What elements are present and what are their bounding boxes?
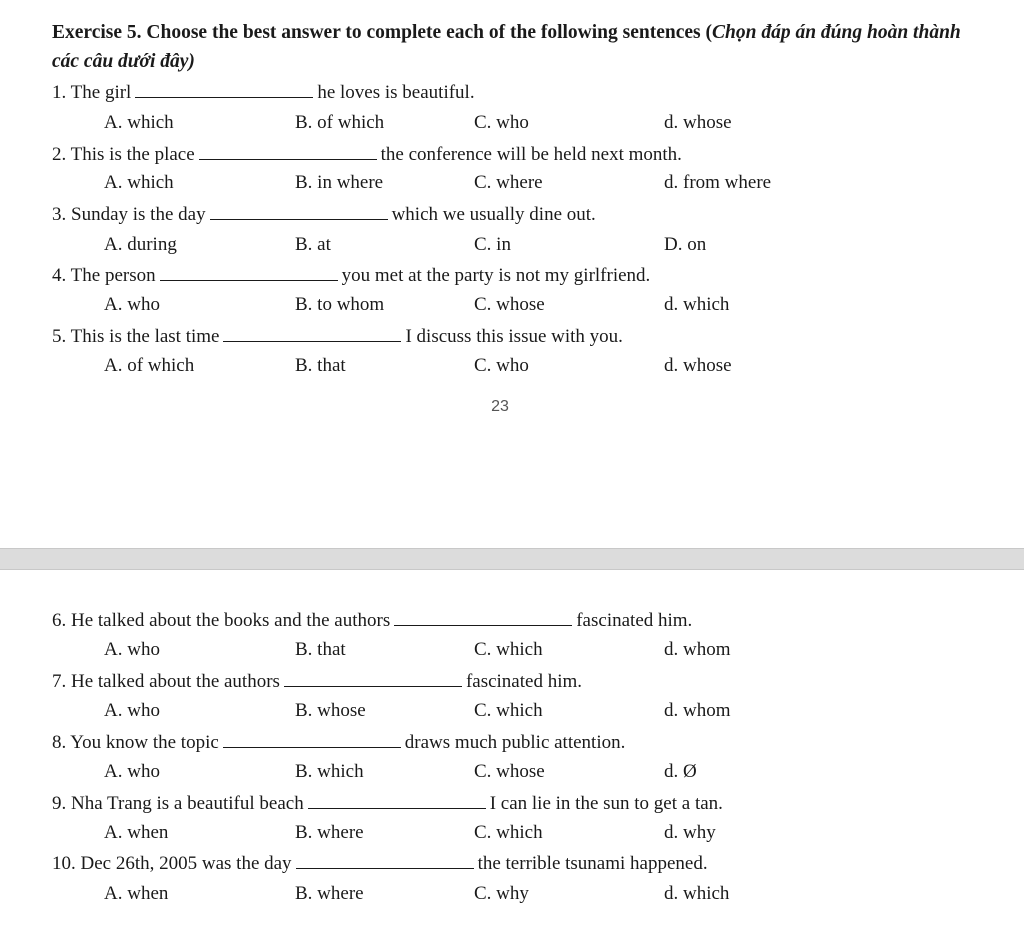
question-9-text-after: I can lie in the sun to get a tan.	[489, 793, 723, 814]
question-2-option-d: d. from where	[664, 172, 772, 193]
question-6-option-b: B. that	[295, 639, 346, 660]
answer-blank	[199, 142, 377, 160]
question-1-option-d: d. whose	[664, 112, 732, 133]
question-3-option-b: B. at	[295, 234, 331, 255]
answer-blank	[284, 669, 462, 687]
exercise-heading-text: Exercise 5. Choose the best answer to complete each of the following sentences (	[52, 22, 713, 43]
question-4-text-after: you met at the party is not my girlfriend.	[341, 265, 651, 286]
answer-blank	[308, 791, 486, 809]
page-separator	[0, 548, 1024, 570]
question-8-text-before: 8. You know the topic	[52, 732, 219, 753]
question-6-option-a: A. who	[104, 639, 160, 660]
question-5-option-c: C. who	[474, 355, 529, 376]
question-10-text-after: the terrible tsunami happened.	[477, 853, 708, 874]
question-9-option-d: d. why	[664, 822, 716, 843]
question-10-option-c: C. why	[474, 883, 529, 904]
question-4-text-before: 4. The person	[52, 265, 156, 286]
question-1-text-after: he loves is beautiful.	[317, 82, 475, 103]
question-6-option-c: C. which	[474, 639, 543, 660]
question-3-option-d: D. on	[664, 234, 707, 255]
question-1-text-before: 1. The girl	[52, 82, 132, 103]
question-6-text-after: fascinated him.	[576, 610, 693, 631]
question-5-text-before: 5. This is the last time	[52, 326, 220, 347]
question-7-option-a: A. who	[104, 700, 160, 721]
answer-blank	[135, 80, 313, 98]
question-8-option-c: C. whose	[474, 761, 545, 782]
question-2-option-b: B. in where	[295, 172, 384, 193]
question-3-option-c: C. in	[474, 234, 511, 255]
question-4-option-b: B. to whom	[295, 294, 385, 315]
answer-blank	[223, 730, 401, 748]
question-2-text-after: the conference will be held next month.	[380, 144, 682, 165]
question-5-text-after: I discuss this issue with you.	[405, 326, 623, 347]
answer-blank	[210, 202, 388, 220]
question-10	[52, 851, 708, 876]
question-8-text-after: draws much public attention.	[404, 732, 626, 753]
question-2	[52, 142, 682, 167]
exercise-heading-vietnamese: Chọn đáp án đúng hoàn thành các câu dưới đây)	[52, 22, 961, 72]
answer-blank	[223, 324, 401, 342]
question-6-text-before: 6. He talked about the books and the authors	[52, 610, 391, 631]
question-3-text-before: 3. Sunday is the day	[52, 204, 206, 225]
question-5	[52, 324, 623, 349]
question-4-option-d: d. which	[664, 294, 730, 315]
question-10-text-before: 10. Dec 26th, 2005 was the day	[52, 853, 292, 874]
question-7	[52, 669, 582, 694]
question-1	[52, 80, 475, 105]
question-8-option-d: d. Ø	[664, 761, 697, 782]
question-6	[52, 608, 692, 633]
question-5-option-a: A. of which	[104, 355, 195, 376]
question-10-option-a: A. when	[104, 883, 169, 904]
question-5-option-d: d. whose	[664, 355, 732, 376]
question-8-option-a: A. who	[104, 761, 160, 782]
question-1-option-a: A. which	[104, 112, 174, 133]
question-4-option-a: A. who	[104, 294, 160, 315]
question-3-option-a: A. during	[104, 234, 177, 255]
answer-blank	[394, 608, 572, 626]
question-8-option-b: B. which	[295, 761, 364, 782]
page-number: 23	[491, 398, 509, 415]
question-6-option-d: d. whom	[664, 639, 731, 660]
exercise-heading	[52, 18, 992, 76]
question-4-option-c: C. whose	[474, 294, 545, 315]
question-9	[52, 791, 723, 816]
question-5-option-b: B. that	[295, 355, 346, 376]
question-9-option-c: C. which	[474, 822, 543, 843]
question-3-text-after: which we usually dine out.	[391, 204, 596, 225]
question-2-text-before: 2. This is the place	[52, 144, 195, 165]
question-9-text-before: 9. Nha Trang is a beautiful beach	[52, 793, 304, 814]
question-1-option-b: B. of which	[295, 112, 385, 133]
question-1-option-c: C. who	[474, 112, 529, 133]
question-3	[52, 202, 596, 227]
answer-blank	[296, 851, 474, 869]
question-2-option-c: C. where	[474, 172, 543, 193]
question-8	[52, 730, 625, 755]
question-7-option-c: C. which	[474, 700, 543, 721]
question-7-option-b: B. whose	[295, 700, 366, 721]
question-7-option-d: d. whom	[664, 700, 731, 721]
question-9-option-a: A. when	[104, 822, 169, 843]
question-9-option-b: B. where	[295, 822, 364, 843]
answer-blank	[160, 263, 338, 281]
question-10-option-d: d. which	[664, 883, 730, 904]
question-2-option-a: A. which	[104, 172, 174, 193]
question-10-option-b: B. where	[295, 883, 364, 904]
document-page-bottom	[0, 570, 1024, 929]
question-4	[52, 263, 650, 288]
question-7-text-before: 7. He talked about the authors	[52, 671, 280, 692]
question-7-text-after: fascinated him.	[465, 671, 583, 692]
